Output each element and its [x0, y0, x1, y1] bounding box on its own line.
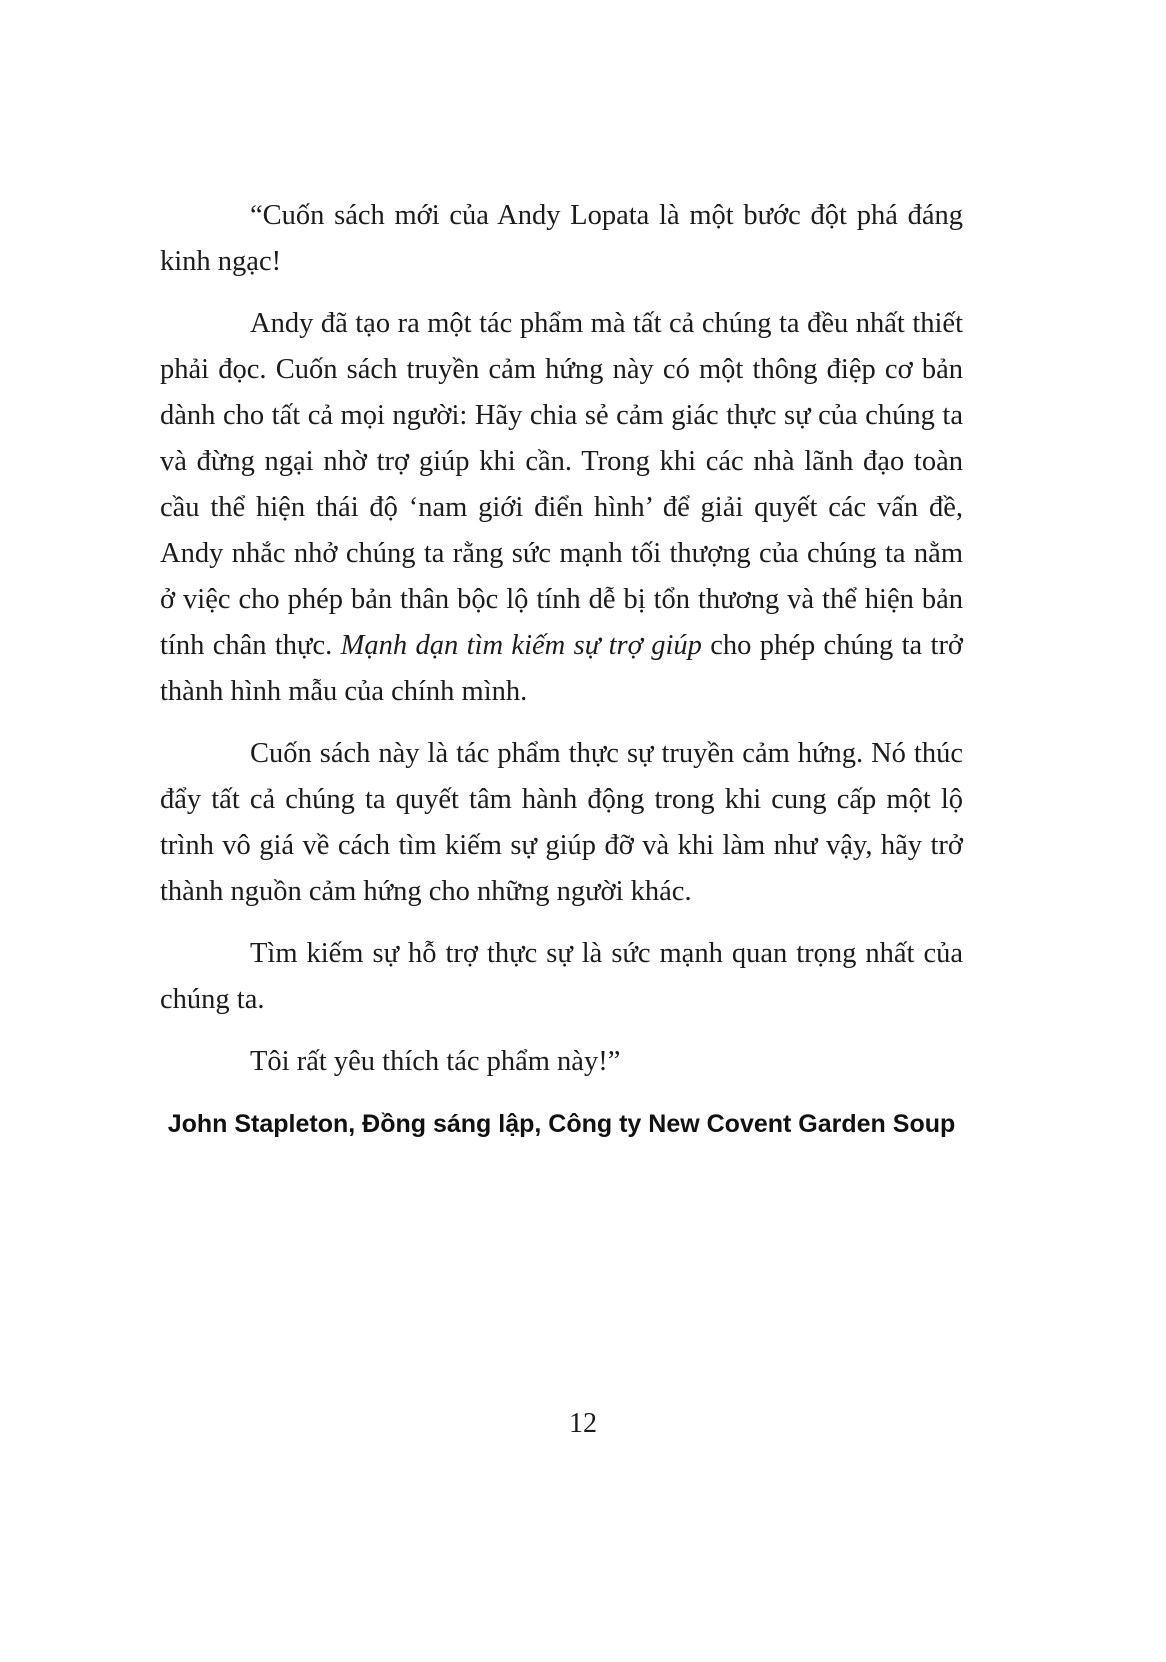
body-text: Andy đã tạo ra một tác phẩm mà tất cả chúng ta đều nhất thiết phải đọc. Cuốn sách truyền cảm hứng này có một thông điệp cơ bản dành cho tất cả mọi người: Hãy chia sẻ cảm giác thực sự của chúng ta và đừng ngại nhờ trợ giúp khi cần. Trong khi các nhà lãnh đạo toàn cầu thể hiện thái độ ‘nam giới điển hình’ để giải quyết các vấn đề, Andy nhắc nhở chúng ta rằng sức mạnh tối thượng của chúng ta nằm ở việc cho phép bản thân bộc lộ tính dễ bị tổn thương và thể hiện bản tính chân thực. — [160, 308, 963, 661]
paragraph — [160, 931, 963, 1023]
text-block — [160, 193, 963, 1141]
body-text: Tìm kiếm sự hỗ trợ thực sự là sức mạnh quan trọng nhất của chúng ta. — [160, 938, 963, 1015]
paragraph — [160, 301, 963, 715]
italic-text: Mạnh dạn tìm kiếm sự trợ giúp — [340, 630, 702, 661]
page-number: 12 — [569, 1408, 597, 1439]
paragraph — [160, 193, 963, 285]
attribution: John Stapleton, Đồng sáng lập, Công ty New Covent Garden Soup — [167, 1110, 956, 1138]
body-text: cho phép chúng ta trở thành hình mẫu của chính mình. — [160, 630, 964, 707]
paragraph — [160, 1039, 963, 1085]
quote-paragraphs — [160, 193, 963, 1085]
paragraph — [160, 731, 963, 915]
body-text: “Cuốn sách mới của Andy Lopata là một bước đột phá đáng kinh ngạc! — [160, 200, 963, 277]
body-text: Tôi rất yêu thích tác phẩm này!” — [250, 1046, 621, 1077]
body-text: Cuốn sách này là tác phẩm thực sự truyền cảm hứng. Nó thúc đẩy tất cả chúng ta quyết tâm hành động trong khi cung cấp một lộ trình vô giá về cách tìm kiếm sự giúp đỡ và khi làm như vậy, hãy trở thành nguồn cảm hứng cho những người khác. — [160, 738, 963, 907]
